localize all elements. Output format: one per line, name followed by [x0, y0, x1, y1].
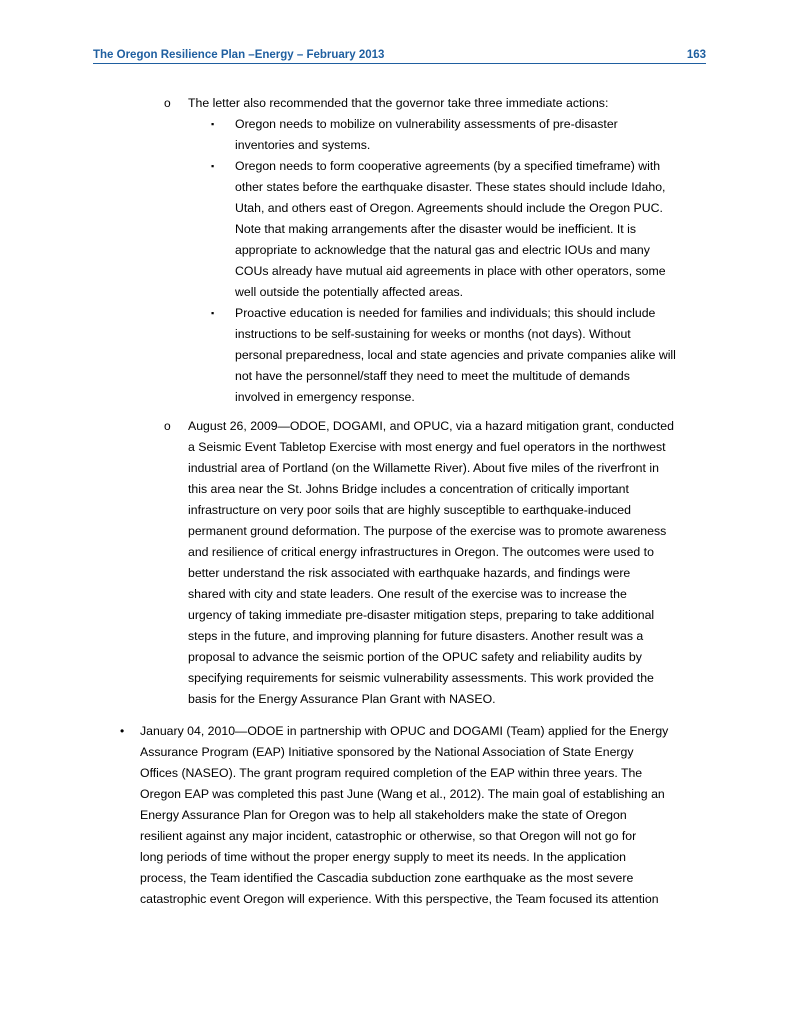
text-line: Assurance Program (EAP) Initiative sponsored by the National Association of State Energy: [140, 745, 634, 759]
text-line: shared with city and state leaders. One result of the exercise was to increase the: [188, 587, 627, 601]
header-title: The Oregon Resilience Plan –Energy – February 2013: [93, 49, 385, 61]
text-line: long periods of time without the proper energy supply to meet its needs. In the application: [140, 850, 627, 864]
text-line: Proactive education is needed for families and individuals; this should include: [235, 306, 656, 320]
text-line: COUs already have mutual aid agreements in place with other operators, some: [235, 264, 666, 278]
text-line: a Seismic Event Tabletop Exercise with most energy and fuel operators in the northwest: [188, 440, 666, 454]
text-line: Offices (NASEO). The grant program required completion of the EAP within three years. The: [140, 766, 643, 780]
square-bullet-icon: ▪: [211, 119, 215, 129]
text-line: better understand the risk associated with earthquake hazards, and findings were: [188, 566, 631, 580]
text-line: August 26, 2009—ODOE, DOGAMI, and OPUC, via a hazard mitigation grant, conducted: [188, 419, 674, 433]
text-line: inventories and systems.: [235, 138, 371, 152]
text-line: basis for the Energy Assurance Plan Grant with NASEO.: [188, 692, 496, 706]
text-line: not have the personnel/staff they need to meet the multitude of demands: [235, 369, 630, 383]
square-bullet-icon: ▪: [211, 161, 215, 171]
circle-bullet-icon: o: [164, 96, 171, 110]
text-line: resilient against any major incident, catastrophic or otherwise, so that Oregon will not go for: [140, 829, 637, 843]
running-header: [93, 47, 706, 64]
bullet-icon: •: [120, 724, 125, 738]
list-item: [188, 93, 608, 114]
list-item: [235, 303, 676, 408]
text-line: involved in emergency response.: [235, 390, 415, 404]
text-line: Energy Assurance Plan for Oregon was to help all stakeholders make the state of Oregon: [140, 808, 627, 822]
text-line: this area near the St. Johns Bridge includes a concentration of critically important: [188, 482, 629, 496]
text-line: Oregon EAP was completed this past June (Wang et al., 2012). The main goal of establishing an: [140, 787, 665, 801]
page-number: 163: [686, 49, 706, 61]
text-line: Oregon needs to form cooperative agreements (by a specified timeframe) with: [235, 159, 661, 173]
list-item: [235, 156, 666, 303]
text-line: Oregon needs to mobilize on vulnerability assessments of pre-disaster: [235, 117, 618, 131]
text-line: Utah, and others east of Oregon. Agreements should include the Oregon PUC.: [235, 201, 663, 215]
text-line: and resilience of critical energy infrastructures in Oregon. The outcomes were used to: [188, 545, 654, 559]
text-line: January 04, 2010—ODOE in partnership with OPUC and DOGAMI (Team) applied for the Energy: [140, 724, 669, 738]
text-line: process, the Team identified the Cascadia subduction zone earthquake as the most severe: [140, 871, 634, 885]
text-line: personal preparedness, local and state agencies and private companies alike will: [235, 348, 676, 362]
text-line: instructions to be self-sustaining for weeks or months (not days). Without: [235, 327, 631, 341]
text-line: steps in the future, and improving planning for future disasters. Another result was a: [188, 629, 644, 643]
text-line: appropriate to acknowledge that the natural gas and electric IOUs and many: [235, 243, 650, 257]
list-item: [140, 721, 668, 910]
circle-bullet-icon: o: [164, 419, 171, 433]
list-item: [235, 114, 618, 156]
text-line: urgency of taking immediate pre-disaster mitigation steps, preparing to take additional: [188, 608, 655, 622]
square-bullet-icon: ▪: [211, 308, 215, 318]
text-line: proposal to advance the seismic portion of the OPUC safety and reliability audits by: [188, 650, 642, 664]
text-line: industrial area of Portland (on the Willamette River). About five miles of the riverfront in: [188, 461, 659, 475]
text-line: permanent ground deformation. The purpose of the exercise was to promote awareness: [188, 524, 667, 538]
text-line: well outside the potentially affected areas.: [235, 285, 464, 299]
text-line: other states before the earthquake disaster. These states should include Idaho,: [235, 180, 666, 194]
text-line: Note that making arrangements after the disaster would be inefficient. It is: [235, 222, 636, 236]
text-line: catastrophic event Oregon will experience. With this perspective, the Team focused its attention: [140, 892, 659, 906]
text-line: specifying requirements for seismic vulnerability assessments. This work provided the: [188, 671, 654, 685]
list-item: [188, 416, 674, 710]
text-line: infrastructure on very poor soils that are highly susceptible to earthquake-induced: [188, 503, 631, 517]
text-line: The letter also recommended that the governor take three immediate actions:: [188, 96, 609, 110]
